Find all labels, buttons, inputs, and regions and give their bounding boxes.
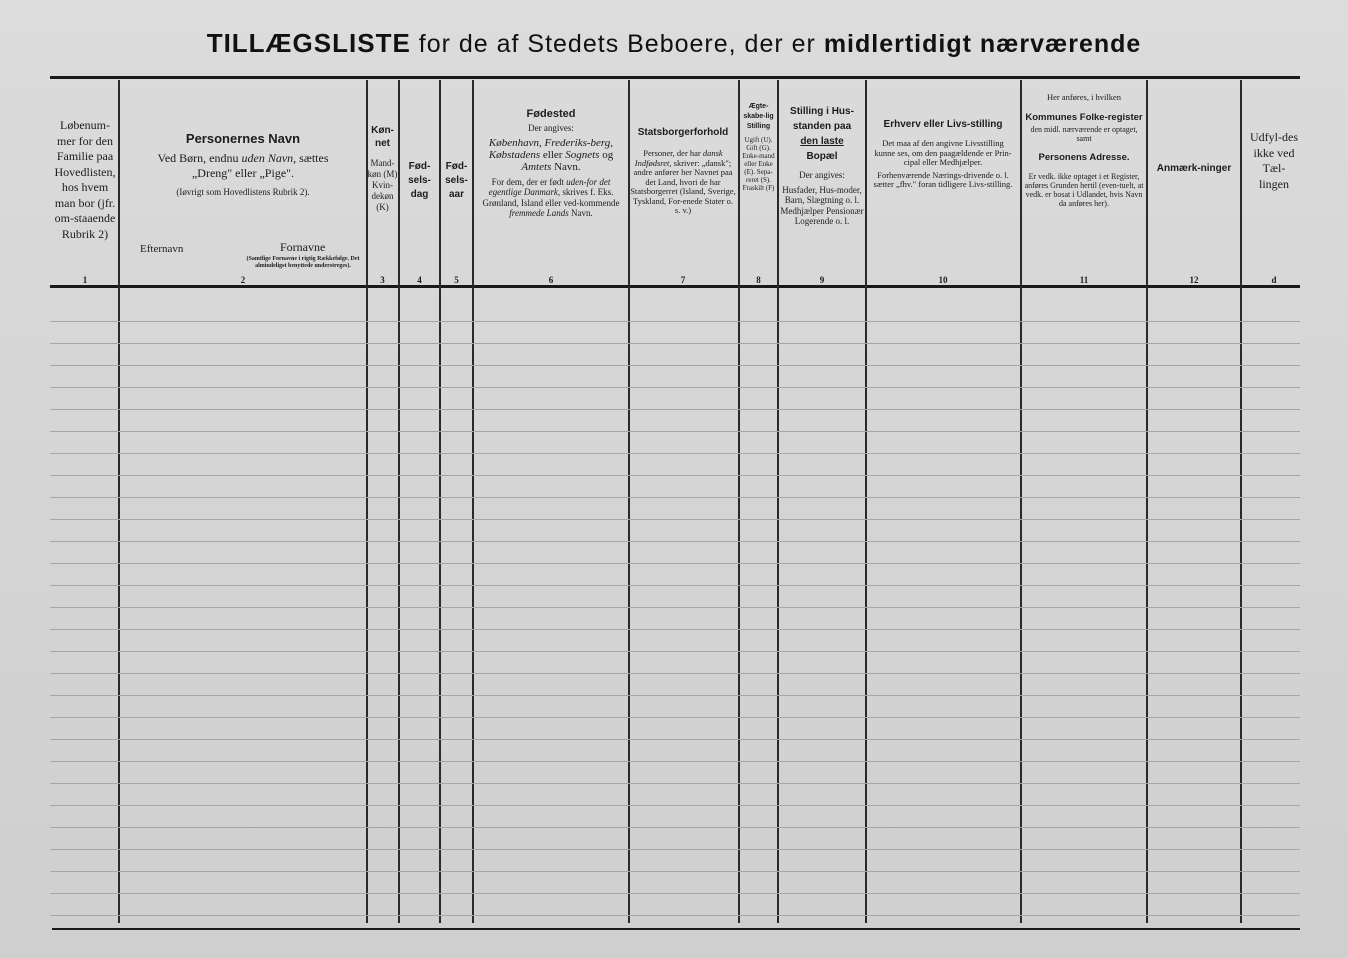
col6-abroad-3: skrives f. Eks. [560,187,614,197]
col3-header [367,82,398,287]
col9-title-1: Stilling i Hus-standen paa [790,106,854,132]
cold-number: d [1271,275,1277,285]
col9-title-3: Bopæl [806,151,838,162]
col10-header [872,82,1014,287]
col6-abroad-2: uden-for det egentlige Danmark, [488,176,611,197]
row-line [50,563,1300,564]
col11-title-2: Personens Adresse. [1038,151,1130,163]
row-line [50,453,1300,454]
col2-fornavne: Fornavne [280,240,326,254]
col6-number: 6 [548,275,554,285]
row-line [50,673,1300,674]
row-line [50,849,1300,850]
row-line [50,585,1300,586]
row-line [50,431,1300,432]
cold-header [1248,130,1300,335]
col12-header [1150,82,1238,287]
col7-text-3: skriver: „dansk"; andre anfører her Navnet paa det Land, hvori de har Statsborgerret (Island, Sverige, Tyskland, For-enede Stater o. s. v.) [630,157,736,215]
col7-header [630,82,736,287]
col8-text: Ugift (U). Gift (G). Enke-mand eller Enke (E). Sepa-reret (S). Fraskilt (F) [742,136,775,192]
col7-title: Statsborgerforhold [637,127,729,138]
row-line [50,475,1300,476]
divider-1 [118,80,120,923]
col3-title: Køn-net [371,125,394,149]
divider-9 [865,80,867,923]
col11-text-2: Er vedk. ikke optaget i et Register, anføres Grunden hertil (even-tuelt, at vedk. er bosat i Udlandet, hvis Navn da anføres her). [1024,171,1144,208]
row-line [50,783,1300,784]
divider-5 [472,80,474,923]
col6-places-3: Sognets [565,148,600,161]
row-line [50,629,1300,630]
col4-title: Fød-sels-dag [408,161,431,200]
col10-text-2: Forhenværende Nærings-drivende o. l. sætter „fhv." foran tidligere Livs-stilling. [873,169,1013,189]
col11-pre: Her anføres, i hvilken [1046,92,1122,102]
col9-subtitle: Der angives: [799,170,845,180]
col2-efternavn: Efternavn [140,243,184,255]
title-end: midlertidigt nærværende [823,30,1142,58]
col6-header [476,82,626,287]
cold-text: Udfyl-des ikke ved Tæl-lingen [1250,130,1298,191]
row-line [50,387,1300,388]
col2-number: 2 [240,275,246,285]
row-line [50,871,1300,872]
col6-greenland [476,198,626,219]
divider-10 [1020,80,1022,923]
col12-number: 12 [1189,275,1199,285]
row-line [50,893,1300,894]
col2-line3: (Iøvrigt som Hovedlistens Rubrik 2). [176,187,310,197]
row-line [50,541,1300,542]
col9-number: 9 [819,275,825,285]
col9-header [779,82,865,287]
col8-title: Ægte-skabe-lig Stilling [743,103,774,130]
title-main: TILLÆGSLISTE [206,28,411,58]
row-line [50,827,1300,828]
col2-line1-end: , sættes [293,151,329,165]
row-line [50,497,1300,498]
col4-header [400,82,439,287]
col10-title: Erhverv eller Livs-stilling [883,119,1003,130]
col7-number: 7 [680,275,686,285]
col2-line1: Ved Børn, endnu [157,151,242,165]
row-line [50,321,1300,322]
col6-title: Fødested [526,108,576,120]
row-line [50,761,1300,762]
col9-text: Husfader, Hus-moder, Barn, Slægtning o. l. Medhjælper Pensionær Logerende o. l. [780,184,864,226]
divider-12 [1240,80,1242,923]
col7-text-1: Personer, der har [643,148,703,158]
row-line [50,409,1300,410]
col9-title-2: den laste [800,136,844,147]
col5-header [441,82,472,287]
col4-number: 4 [417,275,422,285]
col2-fornavne-note: (Samtlige Fornavne i rigtig Rækkefølge. Det almindeligst benyttede understreges). [246,256,360,269]
col6-abroad [476,177,626,198]
row-line [50,607,1300,608]
col2-header [122,82,364,287]
col5-number: 5 [454,275,459,285]
row-line [50,805,1300,806]
top-rule [50,76,1300,79]
row-line [50,695,1300,696]
col10-number: 10 [938,275,948,285]
col7-text [630,149,736,216]
bottom-rule [52,928,1300,930]
row-line [50,651,1300,652]
col12-title: Anmærk-ninger [1156,163,1232,174]
title-middle: for de af Stedets Beboere, der er [410,30,824,58]
col2-line1-italic: uden Navn [241,151,294,165]
col3-text: Mand-køn (M) Kvin-dekøn (K) [367,158,398,212]
form-title [0,28,1348,59]
col6-places-4: og [599,148,614,161]
col6-places-1: København, Frederiks-berg, Købstadens [488,136,614,161]
col6-abroad-1: For dem, der er født [491,176,567,187]
col5-title: Fød-sels-aar [445,161,468,200]
row-line [50,915,1300,916]
col1-number: 1 [82,275,88,285]
col6-greenland-2: fremmede Lands [509,208,569,218]
col8-header [740,82,777,287]
col2-line2: „Dreng" eller „Pige". [191,166,295,180]
col6-places-5: Amtets [521,160,552,173]
row-line [50,365,1300,366]
row-line [50,717,1300,718]
row-line [50,519,1300,520]
col6-places-2: eller [540,148,566,161]
col6-greenland-3: Navn. [568,208,593,218]
col3-number: 3 [380,275,385,285]
col11-text-1: den midl. nærværende er optaget, samt [1030,124,1138,143]
divider-11 [1146,80,1148,923]
col2-title: Personernes Navn [185,131,301,146]
col1-text: Løbenum-mer for den Familie paa Hovedlisten, hos hvem man bor (jfr. om-staaende Rubrik 2) [54,118,116,241]
col11-title-1: Kommunes Folke-register [1025,111,1143,123]
col1-header [52,118,118,323]
col6-greenland-1: Grønland, Island eller ved-kommende [482,197,620,208]
row-line [50,343,1300,344]
col6-places-6: Navn. [551,160,581,173]
col6-subtitle: Der angives: [528,123,574,133]
row-line [50,739,1300,740]
col11-header [1024,82,1144,287]
col10-text-1: Det maa af den angivne Livsstilling kunne ses, om den paagældende er Prin-cipal eller Medhjælper. [874,138,1012,167]
col8-number: 8 [756,275,761,285]
col2-instruction [122,151,364,166]
col11-number: 11 [1079,275,1089,285]
col6-places [476,137,626,173]
col7-text-2: dansk Indfødsret, [634,148,723,168]
